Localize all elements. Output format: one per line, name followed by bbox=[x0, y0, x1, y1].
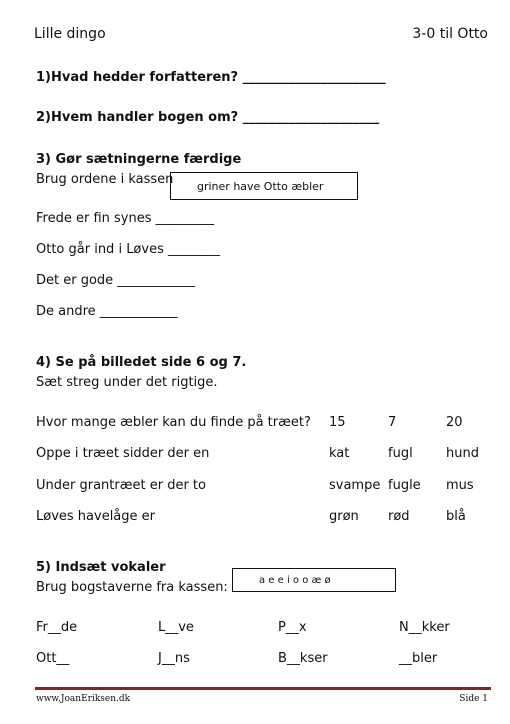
question-3-instruction: Brug ordene i kassen bbox=[36, 172, 174, 187]
footer-website: www.JoanEriksen.dk bbox=[36, 694, 131, 704]
sentence-line: Frede er fin synes _________ bbox=[36, 211, 215, 226]
vowel-word: P__x bbox=[278, 620, 307, 635]
choice-option: 7 bbox=[388, 415, 397, 430]
choice-option: blå bbox=[446, 509, 466, 524]
question-3-title: 3) Gør sætningerne færdige bbox=[36, 152, 242, 167]
choice-option: rød bbox=[388, 509, 410, 524]
vowel-word: B__kser bbox=[278, 651, 328, 666]
choice-question: Oppe i træet sidder der en bbox=[36, 446, 210, 461]
question-2: 2)Hvem handler bogen om? _____________________ bbox=[36, 110, 380, 125]
choice-option: hund bbox=[446, 446, 479, 461]
choice-option: fugl bbox=[388, 446, 413, 461]
choice-option: grøn bbox=[329, 509, 359, 524]
choice-question: Løves havelåge er bbox=[36, 509, 155, 524]
choice-option: 15 bbox=[329, 415, 346, 430]
question-5-title: 5) Indsæt vokaler bbox=[36, 560, 166, 575]
footer-page-number: Side 1 bbox=[459, 694, 488, 704]
question-1: 1)Hvad hedder forfatteren? ______________________ bbox=[36, 70, 386, 85]
word-box: griner have Otto æbler bbox=[170, 172, 358, 200]
choice-option: svampe bbox=[329, 478, 381, 493]
choice-question: Under grantræet er der to bbox=[36, 478, 206, 493]
question-4-title: 4) Se på billedet side 6 og 7. bbox=[36, 355, 247, 370]
vowel-word: N__kker bbox=[399, 620, 450, 635]
letter-box: a e e i o o æ ø bbox=[232, 568, 396, 592]
vowel-word: __bler bbox=[399, 651, 438, 666]
footer-divider bbox=[35, 687, 491, 690]
choice-option: kat bbox=[329, 446, 350, 461]
choice-question: Hvor mange æbler kan du finde på træet? bbox=[36, 415, 311, 430]
vowel-word: Fr__de bbox=[36, 620, 78, 635]
sentence-line: Det er gode ____________ bbox=[36, 273, 196, 288]
choice-option: 20 bbox=[446, 415, 463, 430]
page-title: Lille dingo bbox=[34, 26, 106, 42]
question-5-instruction: Brug bogstaverne fra kassen: bbox=[36, 580, 228, 595]
chapter-label: 3-0 til Otto bbox=[412, 26, 488, 42]
vowel-word: J__ns bbox=[158, 651, 190, 666]
sentence-line: De andre ____________ bbox=[36, 304, 178, 319]
vowel-word: L__ve bbox=[158, 620, 194, 635]
question-4-instruction: Sæt streg under det rigtige. bbox=[36, 375, 218, 390]
sentence-line: Otto går ind i Løves ________ bbox=[36, 242, 220, 257]
choice-option: fugle bbox=[388, 478, 421, 493]
vowel-word: Ott__ bbox=[36, 651, 70, 666]
choice-option: mus bbox=[446, 478, 474, 493]
